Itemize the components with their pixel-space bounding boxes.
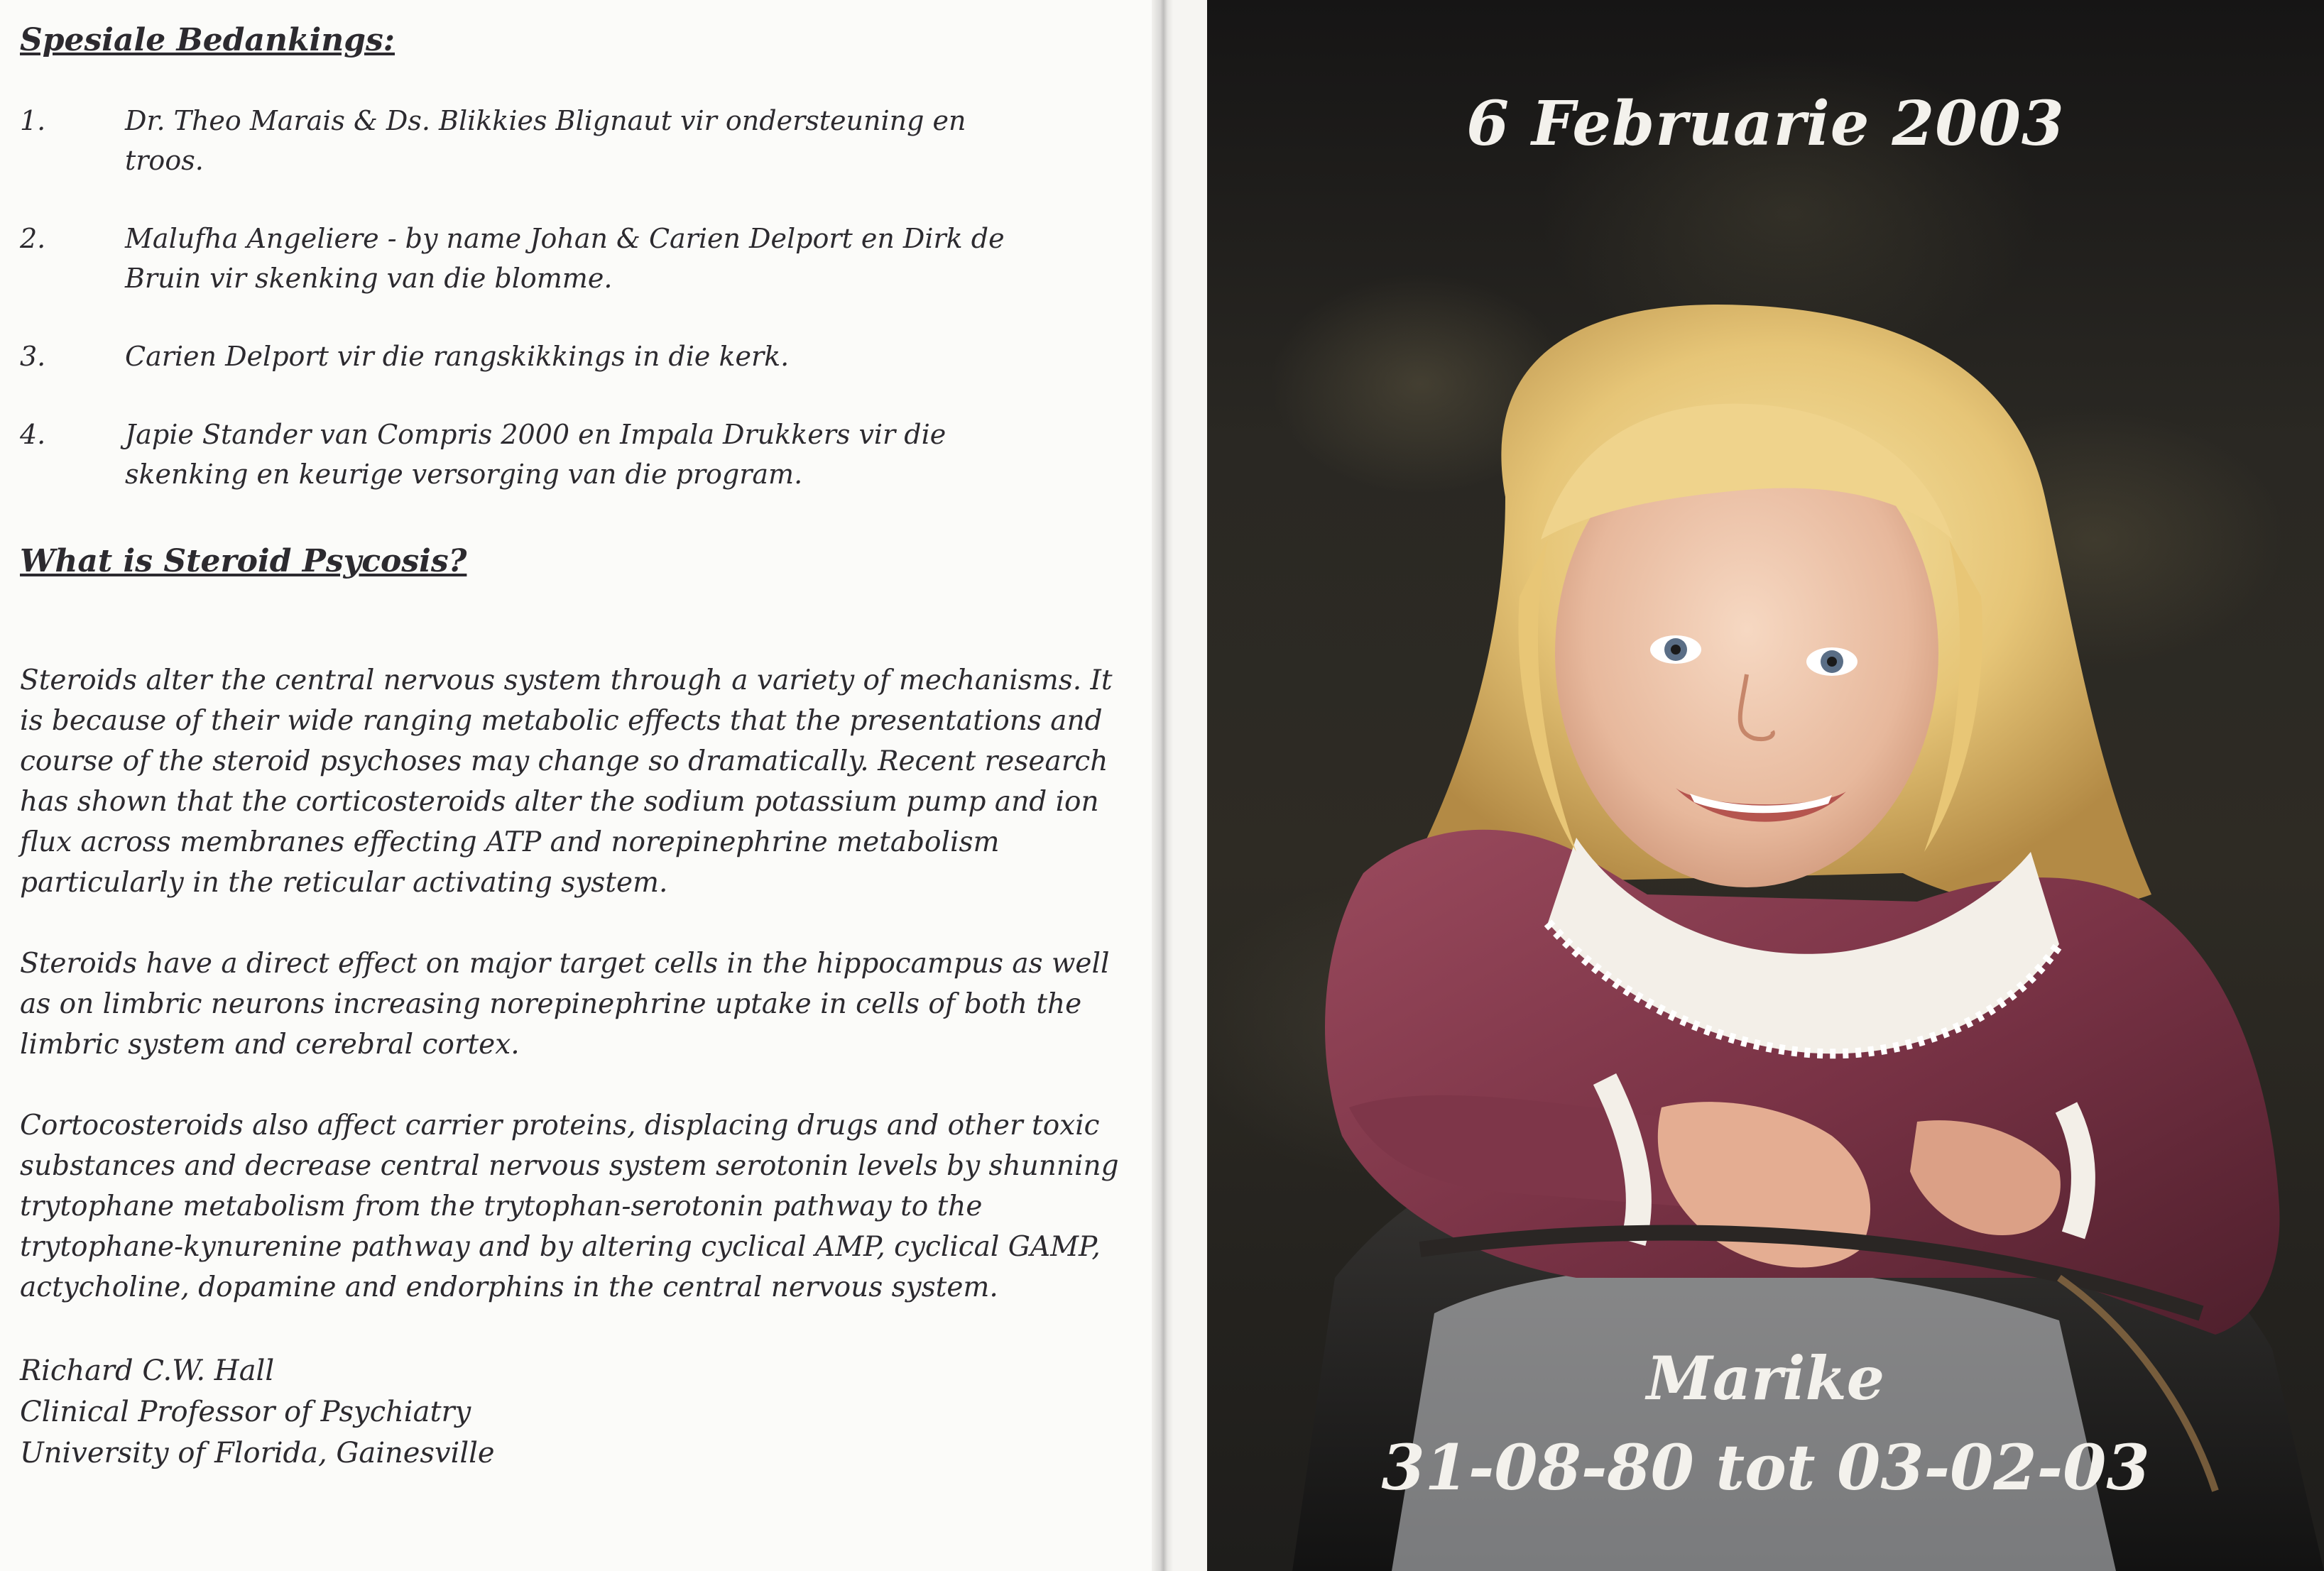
thanks-item-number: 1. [20,105,46,136]
deceased-name: Marike [1646,1343,1885,1413]
thanks-item-text: Carien Delport vir die rangskikkings in die kerk. [125,341,790,372]
thanks-item [20,336,1142,376]
steroid-paragraph: Steroids alter the central nervous system through a variety of mechanisms. It is because of their wide ranging metabolic effects that the presentations and course of the steroid psychoses may change so dramatically. Recent research has shown that the corticosteroids alter the sodium potassium pump and ion flux across membranes effecting ATP and norepinephrine metabolism particularly in the reticular activating system. [20,664,1113,899]
cover-page [1207,0,2324,1571]
steroid-heading: What is Steroid Psycosis? [20,543,467,579]
thanks-item-number: 4. [20,419,46,450]
thanks-item-text: Dr. Theo Marais & Ds. Blikkies Blignaut vir ondersteuning en troos. [125,105,966,176]
thanks-item [20,219,1142,298]
signature-block [20,1350,1142,1474]
page-fold [1152,0,1173,1571]
steroid-paragraph: Steroids have a direct effect on major target cells in the hippocampus as well as on limbric neurons increasing norepinephrine uptake in cells of both the limbric system and cerebral cortex. [20,948,1110,1061]
thanks-item-number: 2. [20,223,46,254]
thanks-heading: Spesiale Bedankings: [20,22,395,58]
thanks-item [20,101,1142,180]
steroid-paragraph: Cortocosteroids also affect carrier proteins, displacing drugs and other toxic substances and decrease central nervous system serotonin levels by shunning trytophane metabolism from the trytophan-serotonin pathway to the trytophane-kynurenine pathway and by altering cyclical AMP, cyclical GAMP, actycholine, dopamine and endorphins in the central nervous system. [20,1110,1119,1303]
thanks-item-text: Japie Stander van Compris 2000 en Impala Drukkers vir die skenking en keurige versorging van die program. [125,419,946,490]
thanks-item-number: 3. [20,341,46,372]
signature-title: Clinical Professor of Psychiatry [20,1396,471,1428]
thanks-list [20,101,1142,494]
thanks-item [20,415,1142,494]
service-date: 6 Februarie 2003 [1466,88,2065,160]
child-portrait-photo [1207,0,2324,1571]
life-dates: 31-08-80 tot 03-02-03 [1381,1430,2150,1504]
thanks-item-text: Malufha Angeliere - by name Johan & Carien Delport en Dirk de Bruin vir skenking van die blomme. [125,223,1005,294]
page-gutter [1173,0,1207,1571]
signature-name: Richard C.W. Hall [20,1354,275,1387]
left-page-content [20,20,1142,1474]
signature-affiliation: University of Florida, Gainesville [20,1437,495,1469]
